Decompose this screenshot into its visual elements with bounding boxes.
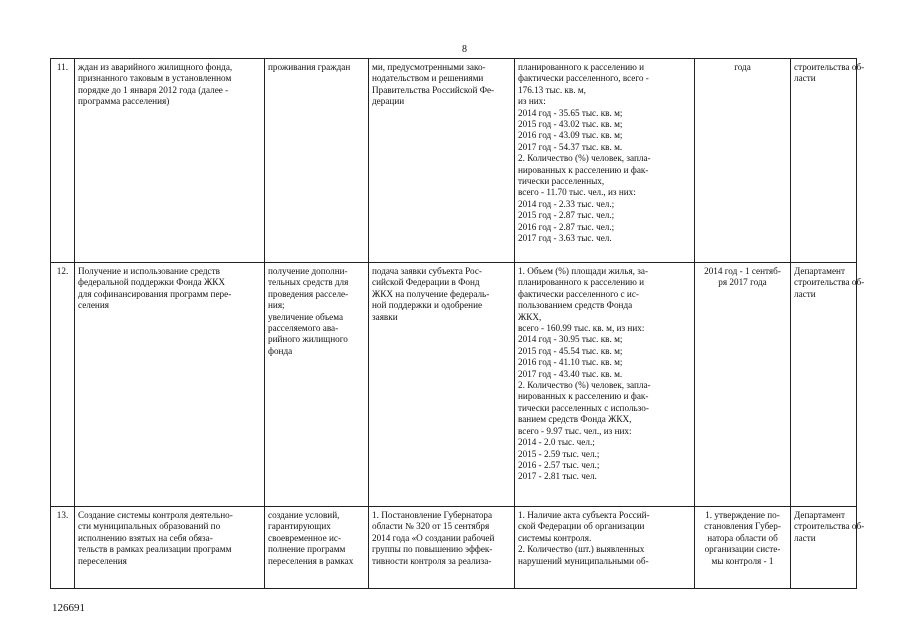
cell-line: фактически расселенного, всего - xyxy=(518,73,649,84)
cell-line: 1. утверждение по- xyxy=(705,510,780,520)
cell-line: 2017 - 2.81 тыс. чел. xyxy=(518,471,597,482)
cell-line: ния; xyxy=(268,300,285,311)
cell-line: переселения в рамках xyxy=(268,555,354,566)
cell-line: тически расселенных, xyxy=(518,176,605,187)
cell-line: заявки xyxy=(372,311,398,322)
cell-indicators xyxy=(515,507,695,589)
cell-line: расселяемого ава- xyxy=(268,323,339,334)
cell-line: порядке до 1 января 2012 года (далее - xyxy=(78,84,229,95)
cell-line: нированных к расселению и фак- xyxy=(518,391,649,402)
cell-line: ря 2017 года xyxy=(718,277,767,288)
cell-line: из них: xyxy=(518,96,546,107)
cell-line: увеличение объема xyxy=(268,311,344,322)
cell-term xyxy=(695,263,791,507)
footer-code: 126691 xyxy=(52,602,85,614)
cell-responsible xyxy=(791,507,865,589)
cell-line: 2017 год - 54.37 тыс. кв. м. xyxy=(518,141,623,152)
cell-line: строительства об- xyxy=(794,521,865,532)
cell-line: 2015 год - 2.87 тыс. чел.; xyxy=(518,210,615,221)
cell-line: гарантирующих xyxy=(268,521,331,532)
cell-tasks xyxy=(265,263,369,507)
cell-line: пользованием средств Фонда xyxy=(518,300,633,311)
measures-table xyxy=(50,58,865,589)
cell-line: тельств в рамках реализации программ xyxy=(78,544,232,555)
cell-line: 2. Количество (%) человек, запла- xyxy=(518,153,651,164)
cell-line: переселения xyxy=(78,555,127,566)
cell-line: 2014 год - 2.33 тыс. чел.; xyxy=(518,198,615,209)
cell-line: Создание системы контроля деятельно- xyxy=(78,510,233,520)
cell-line: сийской Федерации в Фонд xyxy=(372,277,480,288)
cell-line: программа расселения) xyxy=(78,96,170,107)
table-row xyxy=(51,59,857,263)
cell-line: фонда xyxy=(268,345,293,356)
cell-line: всего - 9.97 тыс. чел., из них: xyxy=(518,425,632,436)
cell-line: нированных к расселению и фак- xyxy=(518,164,649,175)
cell-line: ждан из аварийного жилищного фонда, xyxy=(78,62,233,72)
cell-line: полнение программ xyxy=(268,544,346,555)
cell-line: ской Федерации об организации xyxy=(518,521,645,532)
cell-line: нарушений муниципальными об- xyxy=(518,555,649,566)
cell-line: ЖКХ на получение федераль- xyxy=(372,288,490,299)
row-number: 11. xyxy=(51,59,75,263)
cell-line: 2016 год - 2.87 тыс. чел.; xyxy=(518,221,615,232)
cell-line: натора области об xyxy=(707,532,778,543)
cell-line: ванием средств Фонда ЖКХ, xyxy=(518,414,632,425)
cell-line: федеральной поддержки Фонда ЖКХ xyxy=(78,277,226,288)
cell-line: Департамент xyxy=(794,266,845,276)
cell-line: признанного таковым в установленном xyxy=(78,73,232,84)
cell-tasks xyxy=(265,59,369,263)
cell-line: строительства об- xyxy=(794,62,865,72)
cell-line: проведения расселе- xyxy=(268,288,349,299)
cell-line: 2014 года «О создании рабочей xyxy=(372,532,495,543)
cell-line: Получение и использование средств xyxy=(78,266,220,276)
cell-line: 2014 год - 30.95 тыс. кв. м; xyxy=(518,334,623,345)
cell-line: 2014 год - 35.65 тыс. кв. м; xyxy=(518,107,623,118)
cell-line: системы контроля. xyxy=(518,532,592,543)
cell-line: Департамент xyxy=(794,510,845,520)
cell-line: получение дополни- xyxy=(268,266,348,276)
cell-event xyxy=(75,263,265,507)
cell-line: становления Губер- xyxy=(704,521,781,532)
cell-mechanism xyxy=(369,507,515,589)
cell-line: ми, предусмотренными зако- xyxy=(372,62,486,72)
table-row xyxy=(51,263,857,507)
cell-line: года xyxy=(734,62,751,72)
cell-line: рийного жилищного xyxy=(268,334,348,345)
cell-line: проживания граждан xyxy=(268,62,351,72)
cell-line: 2016 год - 41.10 тыс. кв. м; xyxy=(518,357,623,368)
cell-line: 2014 - 2.0 тыс. чел.; xyxy=(518,437,595,448)
cell-term xyxy=(695,59,791,263)
page-number: 8 xyxy=(462,44,467,55)
cell-line: 2017 год - 43.40 тыс. кв. м. xyxy=(518,368,623,379)
cell-line: 1. Наличие акта субъекта Россий- xyxy=(518,510,650,520)
cell-line: мы контроля - 1 xyxy=(711,555,774,566)
cell-line: 2014 год - 1 сентяб- xyxy=(704,266,781,276)
cell-event xyxy=(75,59,265,263)
cell-line: 2. Количество (%) человек, запла- xyxy=(518,380,651,391)
cell-line: всего - 160.99 тыс. кв. м, из них: xyxy=(518,323,645,334)
cell-line: группы по повышению эффек- xyxy=(372,544,493,555)
cell-line: организации систе- xyxy=(704,544,781,555)
table-row xyxy=(51,507,857,589)
cell-line: для софинансирования программ пере- xyxy=(78,288,232,299)
cell-line: ласти xyxy=(794,73,816,84)
cell-line: 2017 год - 3.63 тыс. чел. xyxy=(518,233,612,244)
cell-responsible xyxy=(791,59,865,263)
cell-line: сти муниципальных образований по xyxy=(78,521,221,532)
cell-mechanism xyxy=(369,263,515,507)
cell-tasks xyxy=(265,507,369,589)
row-number: 12. xyxy=(51,263,75,507)
cell-line: создание условий, xyxy=(268,510,340,520)
cell-line: ласти xyxy=(794,532,816,543)
cell-line: планированного к расселению и xyxy=(518,277,645,288)
cell-line: ласти xyxy=(794,288,816,299)
cell-line: селения xyxy=(78,300,109,311)
cell-line: Правительства Российской Фе- xyxy=(372,84,495,95)
cell-line: тивности контроля за реализа- xyxy=(372,555,492,566)
cell-line: 2015 - 2.59 тыс. чел.; xyxy=(518,448,600,459)
cell-line: 2015 год - 45.54 тыс. кв. м; xyxy=(518,345,623,356)
cell-indicators xyxy=(515,263,695,507)
cell-line: фактически расселенного с ис- xyxy=(518,288,639,299)
cell-line: своевременное ис- xyxy=(268,532,342,543)
cell-line: ной поддержки и одобрение xyxy=(372,300,483,311)
cell-responsible xyxy=(791,263,865,507)
cell-line: исполнению взятых на себя обяза- xyxy=(78,532,213,543)
cell-line: области № 320 от 15 сентября xyxy=(372,521,490,532)
cell-line: дерации xyxy=(372,96,405,107)
cell-line: планированного к расселению и xyxy=(518,62,645,72)
cell-line: 2. Количество (шт.) выявленных xyxy=(518,544,645,555)
cell-line: 2016 - 2.57 тыс. чел.; xyxy=(518,459,600,470)
cell-line: 1. Постановление Губернатора xyxy=(372,510,493,520)
cell-indicators xyxy=(515,59,695,263)
cell-line: строительства об- xyxy=(794,277,865,288)
cell-line: подача заявки субъекта Рос- xyxy=(372,266,482,276)
cell-line: всего - 11.70 тыс. чел., из них: xyxy=(518,187,636,198)
cell-line: нодательством и решениями xyxy=(372,73,484,84)
cell-line: 176.13 тыс. кв. м, xyxy=(518,84,586,95)
cell-event xyxy=(75,507,265,589)
cell-line: тельных средств для xyxy=(268,277,349,288)
cell-line: 1. Объем (%) площади жилья, за- xyxy=(518,266,649,276)
cell-line: тически расселенных с использо- xyxy=(518,402,649,413)
cell-line: ЖКХ, xyxy=(518,311,542,322)
row-number: 13. xyxy=(51,507,75,589)
cell-term xyxy=(695,507,791,589)
cell-line: 2016 год - 43.09 тыс. кв. м; xyxy=(518,130,623,141)
cell-mechanism xyxy=(369,59,515,263)
cell-line: 2015 год - 43.02 тыс. кв. м; xyxy=(518,119,623,130)
